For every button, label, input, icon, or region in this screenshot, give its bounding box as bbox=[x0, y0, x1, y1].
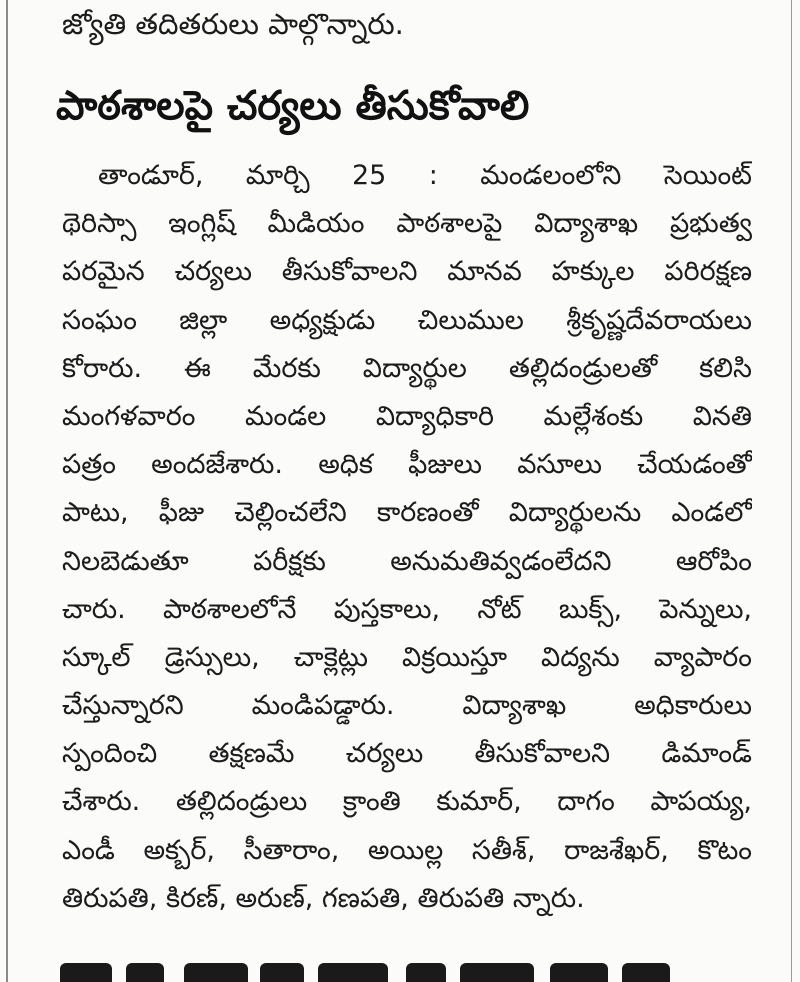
previous-article-tail: జ్యోతి తదితరులు పాల్గొన్నారు. bbox=[62, 7, 404, 41]
article-headline: పాఠశాలపై చర్యలు తీసుకోవాలి bbox=[56, 83, 530, 129]
body-line: పత్రం అందజేశారు. అధిక ఫీజులు వసూలు చేయడంతో bbox=[62, 449, 752, 481]
column-rule-right bbox=[791, 0, 792, 982]
body-line: తాండూర్, మార్చి 25 : మండలంలోని సెయింట్ bbox=[98, 160, 752, 191]
article-body bbox=[62, 152, 752, 923]
body-line: తిరుపతి, కిరణ్, అరుణ్, గణపతి, తిరుపతి న్నారు. bbox=[62, 882, 585, 914]
body-line: కోరారు. ఈ మేరకు విద్యార్థుల తల్లిదండ్రులతో కలిసి bbox=[62, 352, 752, 384]
body-line: పరమైన చర్యలు తీసుకోవాలని మానవ హక్కుల పరిరక్షణ bbox=[62, 256, 752, 288]
body-line: స్కూల్ డ్రెస్సులు, చాక్లెట్లు విక్రయిస్తూ విద్యను వ్యాపారం bbox=[62, 641, 752, 673]
body-line: మంగళవారం మండల విద్యాధికారి మల్లేశంకు వినతి bbox=[62, 400, 752, 432]
body-line: పాటు, ఫీజు చెల్లించలేని కారణంతో విద్యార్థులను ఎండలో bbox=[62, 497, 752, 529]
body-line: సంఘం జిల్లా అధ్యక్షుడు చిలుముల శ్రీకృష్ణదేవరాయలు bbox=[62, 304, 752, 336]
column-rule-left bbox=[6, 0, 8, 982]
body-line: థెరిస్సా ఇంగ్లిష్ మీడియం పాఠశాలపై విద్యాశాఖ ప్రభుత్వ bbox=[62, 208, 752, 240]
next-article-headline-cropped bbox=[56, 955, 776, 982]
body-line: చేశారు. తల్లిదండ్రులు క్రాంతి కుమార్, దాగం పాపయ్య, bbox=[62, 786, 752, 818]
body-line: చారు. పాఠశాలలోనే పుస్తకాలు, నోట్ బుక్స్, పెన్నులు, bbox=[62, 593, 752, 625]
body-line: ఎండీ అక్బర్, సీతారాం, అయిల్ల సతీశ్, రాజశేఖర్, కొటం bbox=[62, 834, 752, 866]
body-line: స్పందించి తక్షణమే చర్యలు తీసుకోవాలని డిమాండ్ bbox=[62, 738, 752, 770]
body-line: చేస్తున్నారని మండిపడ్డారు. విద్యాశాఖ అధికారులు bbox=[62, 690, 752, 722]
body-line: నిలబెడుతూ పరీక్షకు అనుమతివ్వడంలేదని ఆరోపిం bbox=[62, 545, 752, 577]
